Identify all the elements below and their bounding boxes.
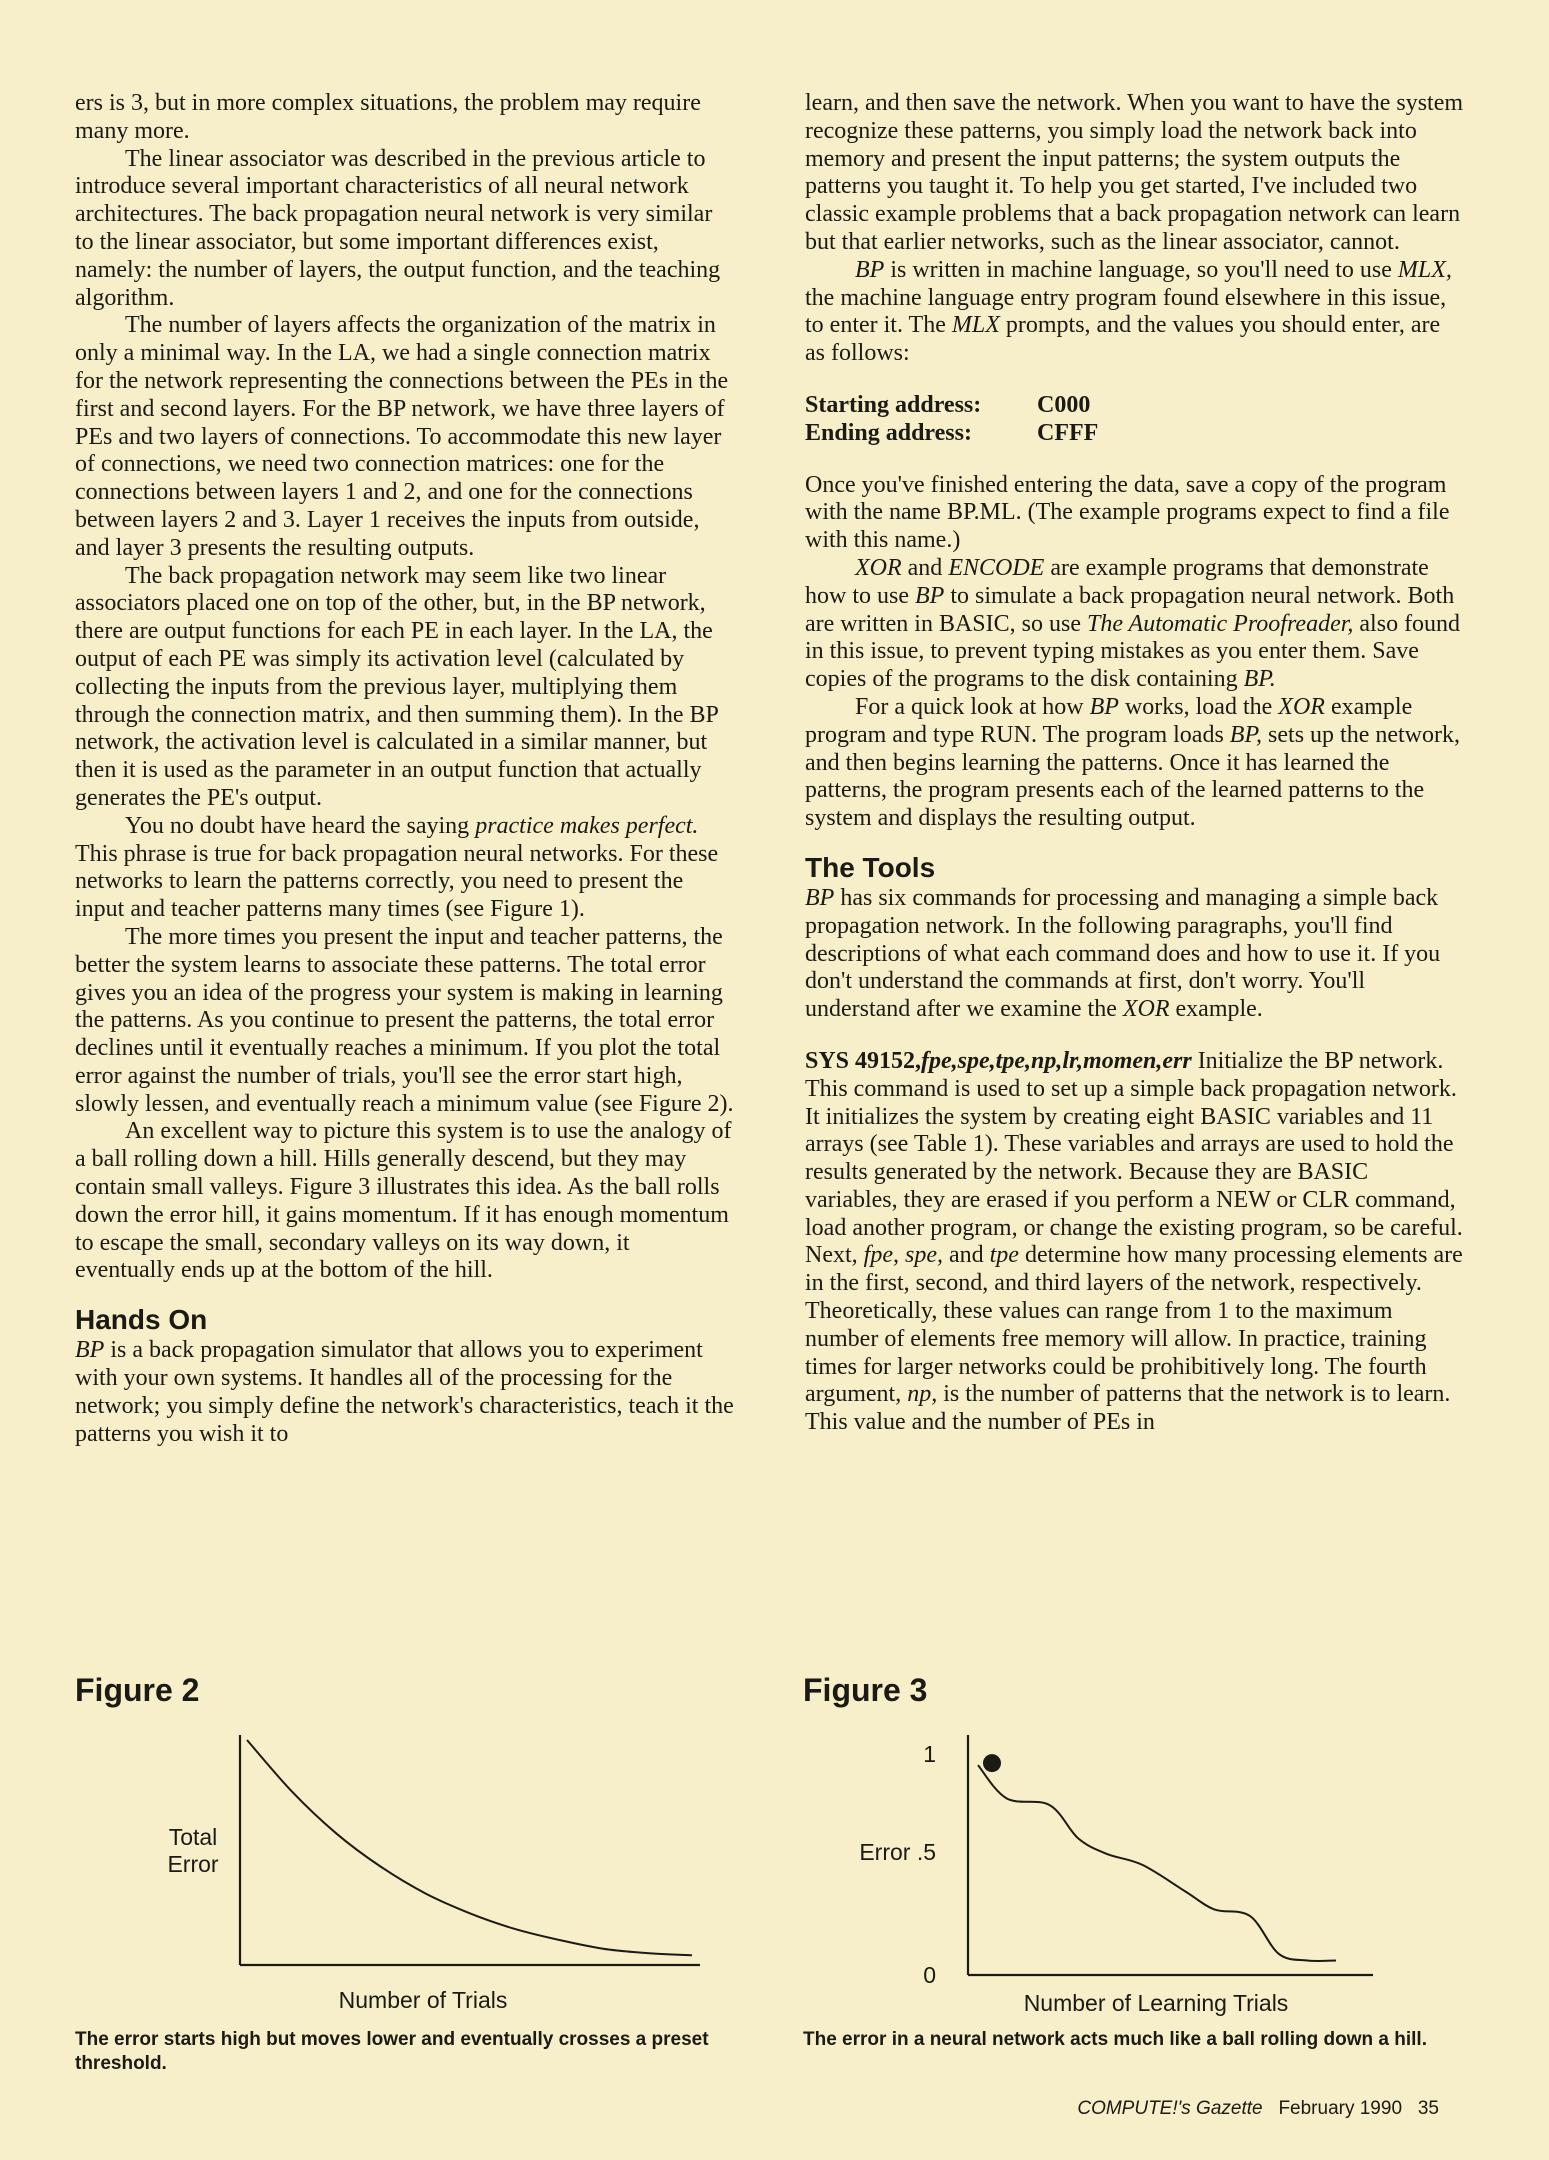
y-tick-0: 0: [923, 1962, 936, 1988]
y-tick-1: 1: [923, 1741, 936, 1767]
paragraph: For a quick look at how BP works, load the XOR example program and type RUN. The program loads BP, sets up the network, and then begins learning the patterns. Once it has learned the patterns, the program presents each of the learned patterns to the system and displays the resulting output.: [805, 693, 1460, 832]
paragraph: BP is written in machine language, so you'll need to use MLX, the machine language entry program found elsewhere in this issue, to enter it. The MLX prompts, and the values you should enter, are as follows:: [805, 256, 1452, 367]
x-axis-label: Number of Learning Trials: [1023, 1990, 1289, 2016]
paragraph: XOR and ENCODE are example programs that demonstrate how to use BP to simulate a back propagation neural network. Both are written in BASIC, so use The Automatic Proofreader, also found in this issue, to prevent typing mistakes as you enter them. Save copies of the programs to the disk containing BP.: [805, 554, 1461, 693]
section-heading-hands-on: Hands On: [75, 1304, 208, 1336]
paragraph: learn, and then save the network. When you want to have the system recognize these patterns, you simply load the network back into memory and present the input patterns; the system outputs the patterns you taught it. To help you get started, I've included two classic example problems that a back propagation network can learn but that earlier networks, such as the linear associator, cannot.: [805, 90, 1464, 255]
paragraph: An excellent way to picture this system is to use the analogy of a ball rolling down a hill. Hills generally descend, but they may contain small valleys. Figure 3 illustrates this idea. As the ball rolls down the error hill, it gains momentum. If it has enough momentum to escape the small, secondary valleys on its way down, it eventually ends up at the bottom of the hill.: [75, 1118, 732, 1284]
figure-2-title: Figure 2: [75, 1672, 200, 1708]
paragraph: BP is a back propagation simulator that allows you to experiment with your own systems. It handles all of the processing for the network; you simply define the network's characteristics, teach it the patterns you wish it to: [75, 1337, 734, 1447]
y-axis-label-line2: Error: [167, 1851, 219, 1877]
left-column: [75, 90, 735, 1448]
ball-icon: [983, 1754, 1001, 1772]
right-column: [805, 90, 1465, 1437]
ending-address-row: [805, 420, 1465, 448]
y-tick-error-half: Error .5: [859, 1839, 936, 1865]
paragraph: The back propagation network may seem like two linear associators placed one on top of the other, but, in the BP network, there are output functions for each PE in each layer. In the LA, the output of each PE was simply its activation level (calculated by collecting the inputs from the previous layer, multiplying them through the connection matrix, and then summing them). In the BP network, the activation level is calculated in a similar manner, but then it is used as the parameter in an output function that actually generates the PE's output.: [75, 562, 718, 811]
figure-3-title: Figure 3: [803, 1672, 928, 1708]
x-axis-label: Number of Trials: [338, 1987, 508, 2013]
paragraph: The number of layers affects the organization of the matrix in only a minimal way. In the LA, we had a single connection matrix for the network representing the connections between the PEs in the first and second layers. For the BP network, we have three layers of PEs and two layers of connections. To accommodate this new layer of connections, we need two connection matrices: one for the connections between layers 1 and 2, and one for the connections between layers 2 and 3. Layer 1 receives the inputs from outside, and layer 3 presents the resulting outputs.: [75, 312, 729, 561]
issue-date: February 1990: [1278, 2098, 1403, 2119]
paragraph: The more times you present the input and teacher patterns, the better the system learns to associate these patterns. The total error gives you an idea of the progress your system is making in learning the patterns. As you continue to present the patterns, the total error declines until it eventually reaches a minimum. If you plot the total error against the number of trials, you'll see the error start high, slowly lessen, and eventually reach a minimum value (see Figure 2).: [75, 923, 734, 1117]
paragraph: The linear associator was described in the previous article to introduce several important characteristics of all neural network architectures. The back propagation neural network is very similar to the linear associator, but some important differences exist, namely: the number of layers, the output function, and the teaching algorithm.: [75, 145, 721, 311]
section-heading-tools: The Tools: [805, 851, 936, 883]
command-sys: SYS 49152,: [805, 1047, 922, 1074]
figure-3-caption: The error in a neural network acts much like a ball rolling down a hill.: [803, 2029, 1427, 2050]
starting-address-row: [805, 392, 1465, 420]
error-curve: [978, 1765, 1336, 1961]
paragraph: BP has six commands for processing and managing a simple back propagation network. In the following paragraphs, you'll find descriptions of what each command does and how to use it. If you don't understand the commands at first, don't worry. You'll understand after we examine the XOR example.: [805, 884, 1441, 1023]
page-number: 35: [1417, 2098, 1439, 2119]
starting-address-label: Starting address:: [805, 391, 982, 418]
ending-address-value: CFFF: [1037, 419, 1099, 446]
figure-2-chart: [75, 1710, 755, 2020]
paragraph: Once you've finished entering the data, save a copy of the program with the name BP.ML. (The example programs expect to find a file with this name.): [805, 471, 1450, 554]
error-curve: [247, 1740, 692, 1955]
magazine-name: COMPUTE!'s Gazette: [1077, 2098, 1263, 2119]
figure-2-caption: The error starts high but moves lower and eventually crosses a preset threshold.: [75, 2029, 709, 2074]
y-axis-label-line1: Total: [168, 1824, 218, 1850]
paragraph: You no doubt have heard the saying practice makes perfect. This phrase is true for back propagation neural networks. For these networks to learn the patterns correctly, you need to present the input and teacher patterns many times (see Figure 1).: [75, 812, 719, 923]
ending-address-label: Ending address:: [805, 419, 972, 446]
paragraph: SYS 49152,fpe,spe,tpe,np,lr,momen,err Initialize the BP network. This command is used to set up a simple back propagation network. It initializes the system by creating eight BASIC variables and 11 arrays (see Table 1). These variables and arrays are used to hold the results generated by the network. Because they are BASIC variables, they are erased if you perform a NEW or CLR command, load another program, or change the existing program, so be careful. Next, fpe, spe, and tpe determine how many processing elements are in the first, second, and third layers of the network, respectively. Theoretically, these values can range from 1 to the maximum number of elements free memory will allow. In practice, training times for larger networks could be prohibitively long. The fourth argument, np, is the number of patterns that the network is to learn. This value and the number of PEs in: [805, 1047, 1463, 1436]
starting-address-value: C000: [1037, 391, 1091, 418]
figure-3-chart: [803, 1710, 1483, 2020]
paragraph: ers is 3, but in more complex situations, the problem may require many more.: [75, 90, 701, 144]
page-footer: [1077, 2098, 1439, 2120]
address-table: [805, 392, 1465, 448]
command-args: fpe,spe,tpe,np,lr,momen,err: [921, 1047, 1192, 1074]
